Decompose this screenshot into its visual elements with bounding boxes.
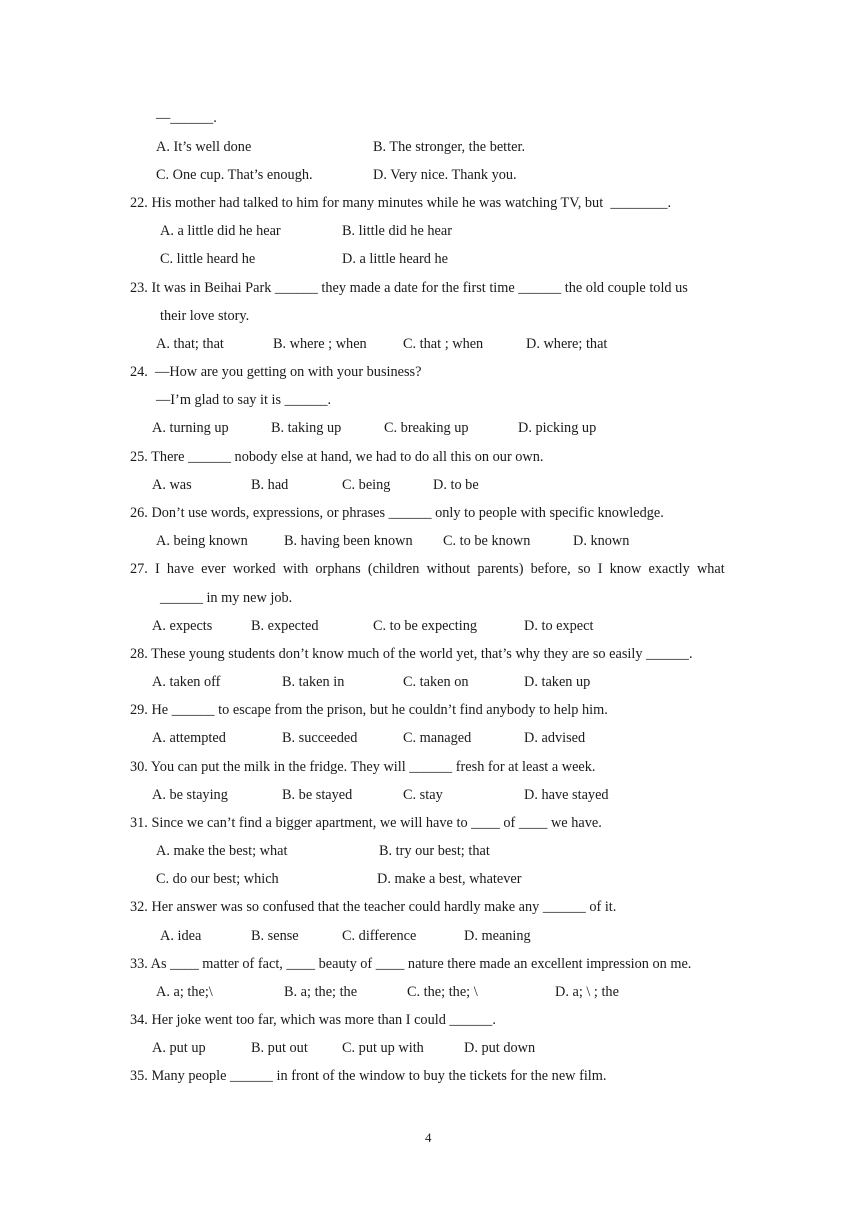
text-line: A. a little did he hear bbox=[160, 223, 281, 239]
option-text: B. put out bbox=[251, 1040, 308, 1056]
option-text: D. known bbox=[573, 533, 630, 549]
text-line: 25. There ______ nobody else at hand, we had to do all this on our own. bbox=[130, 449, 544, 465]
text-line: 30. You can put the milk in the fridge. They will ______ fresh for at least a week. bbox=[130, 759, 596, 775]
option-text: D. advised bbox=[524, 730, 586, 746]
option-text: B. succeeded bbox=[282, 730, 358, 746]
option-text: C. to be known bbox=[443, 533, 531, 549]
option-text: B. expected bbox=[251, 618, 319, 634]
text-line: A. expects bbox=[152, 618, 213, 634]
page-number: 4 bbox=[425, 1130, 432, 1145]
option-text: D. where; that bbox=[526, 336, 608, 352]
option-text: B. try our best; that bbox=[379, 843, 490, 859]
text-line: 26. Don’t use words, expressions, or phrases ______ only to people with specific knowledge. bbox=[130, 505, 664, 521]
option-text: D. to expect bbox=[524, 618, 594, 634]
text-line: A. It’s well done bbox=[156, 139, 252, 155]
option-text: B. had bbox=[251, 477, 289, 493]
text-line: 27. I have ever worked with orphans (children without parents) before, so I know exactly what bbox=[130, 561, 725, 577]
text-line: A. attempted bbox=[152, 730, 226, 746]
option-text: C. to be expecting bbox=[373, 618, 478, 634]
text-line: A. was bbox=[152, 477, 192, 493]
option-text: D. Very nice. Thank you. bbox=[373, 167, 517, 183]
text-line: 35. Many people ______ in front of the window to buy the tickets for the new film. bbox=[130, 1068, 607, 1084]
text-line: A. that; that bbox=[156, 336, 224, 352]
text-line: their love story. bbox=[160, 308, 250, 324]
text-line: —______. bbox=[156, 110, 217, 126]
option-text: C. being bbox=[342, 477, 391, 493]
option-text: D. a; \ ; the bbox=[555, 984, 619, 1000]
option-text: C. the; the; \ bbox=[407, 984, 478, 1000]
option-text: C. difference bbox=[342, 928, 417, 944]
text-line: C. One cup. That’s enough. bbox=[156, 167, 313, 183]
option-text: B. sense bbox=[251, 928, 299, 944]
text-line: 28. These young students don’t know much of the world yet, that’s why they are so easily ______. bbox=[130, 646, 693, 662]
option-text: D. to be bbox=[433, 477, 479, 493]
option-text: C. that ; when bbox=[403, 336, 484, 352]
option-text: D. taken up bbox=[524, 674, 591, 690]
text-line: A. taken off bbox=[152, 674, 221, 690]
option-text: D. put down bbox=[464, 1040, 536, 1056]
option-text: C. put up with bbox=[342, 1040, 424, 1056]
text-line: 23. It was in Beihai Park ______ they made a date for the first time ______ the old couple told us bbox=[130, 280, 688, 296]
option-text: B. be stayed bbox=[282, 787, 353, 803]
text-line: A. put up bbox=[152, 1040, 206, 1056]
text-line: 24. —How are you getting on with your business? bbox=[130, 364, 422, 380]
text-line: 29. He ______ to escape from the prison, but he couldn’t find anybody to help him. bbox=[130, 702, 608, 718]
option-text: B. little did he hear bbox=[342, 223, 452, 239]
text-line: A. turning up bbox=[152, 420, 229, 436]
option-text: B. a; the; the bbox=[284, 984, 358, 1000]
option-text: D. picking up bbox=[518, 420, 597, 436]
text-line: 22. His mother had talked to him for many minutes while he was watching TV, but ________. bbox=[130, 195, 672, 211]
option-text: C. stay bbox=[403, 787, 443, 803]
text-line: A. being known bbox=[156, 533, 248, 549]
text-line: A. make the best; what bbox=[156, 843, 288, 859]
text-line: 34. Her joke went too far, which was more than I could ______. bbox=[130, 1012, 496, 1028]
option-text: C. taken on bbox=[403, 674, 469, 690]
option-text: B. where ; when bbox=[273, 336, 367, 352]
text-line: C. do our best; which bbox=[156, 871, 279, 887]
option-text: C. managed bbox=[403, 730, 472, 746]
text-line: 31. Since we can’t find a bigger apartment, we will have to ____ of ____ we have. bbox=[130, 815, 602, 831]
option-text: D. make a best, whatever bbox=[377, 871, 522, 887]
text-line: A. be staying bbox=[152, 787, 228, 803]
text-line: A. idea bbox=[160, 928, 202, 944]
option-text: D. meaning bbox=[464, 928, 531, 944]
option-text: D. have stayed bbox=[524, 787, 609, 803]
option-text: B. having been known bbox=[284, 533, 413, 549]
text-line: 32. Her answer was so confused that the teacher could hardly make any ______ of it. bbox=[130, 899, 617, 915]
option-text: D. a little heard he bbox=[342, 251, 448, 267]
option-text: B. taking up bbox=[271, 420, 342, 436]
text-line: A. a; the;\ bbox=[156, 984, 213, 1000]
text-line: C. little heard he bbox=[160, 251, 256, 267]
text-line: —I’m glad to say it is ______. bbox=[156, 392, 332, 408]
option-text: B. The stronger, the better. bbox=[373, 139, 526, 155]
option-text: C. breaking up bbox=[384, 420, 469, 436]
text-line: ______ in my new job. bbox=[160, 590, 293, 606]
text-line: 33. As ____ matter of fact, ____ beauty of ____ nature there made an excellent impression on me. bbox=[130, 956, 692, 972]
option-text: B. taken in bbox=[282, 674, 345, 690]
